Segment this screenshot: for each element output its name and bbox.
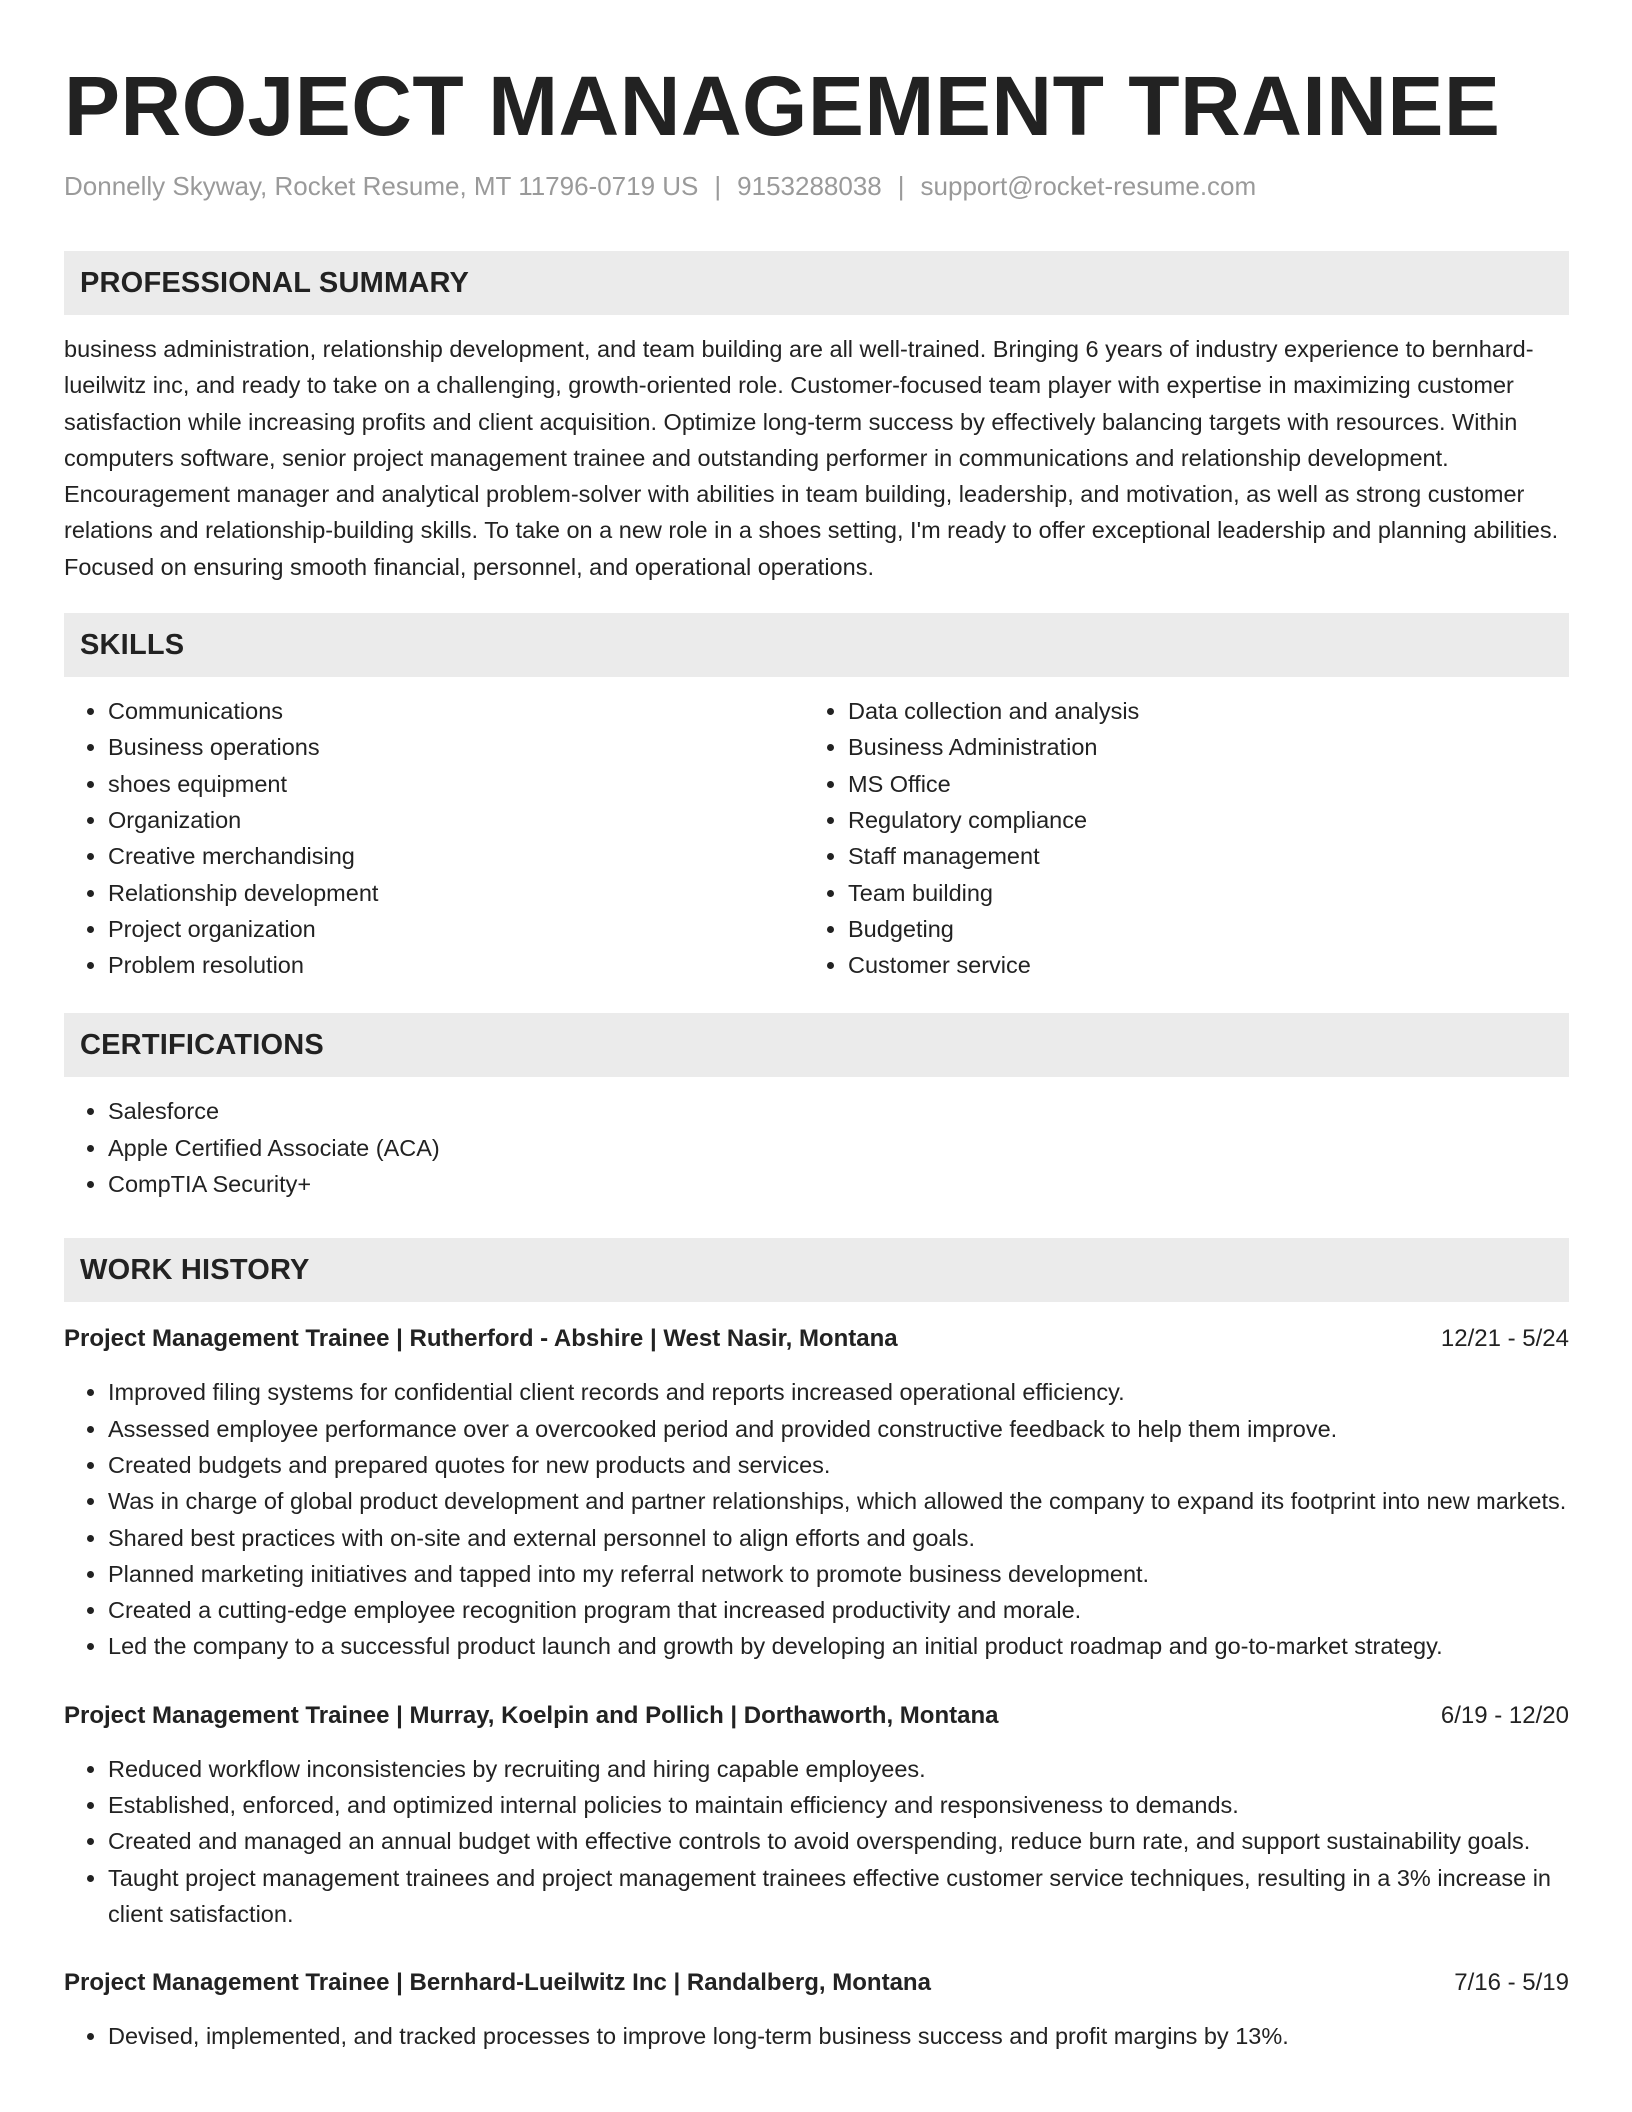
job-bullet: • Created and managed an annual budget with effective controls to avoid overspending, reduce burn rate, and support sustainability goals. xyxy=(108,1823,1569,1859)
job-bullet: • Was in charge of global product development and partner relationships, which allowed the company to expand its footprint into new markets. xyxy=(108,1483,1569,1519)
contact-separator: | xyxy=(897,171,905,201)
job-dates: 6/19 - 12/20 xyxy=(1440,1701,1569,1729)
skill-item: • Business Administration xyxy=(848,729,1548,765)
skill-item: • shoes equipment xyxy=(108,766,806,802)
skill-item: • Data collection and analysis xyxy=(848,693,1548,729)
job-bullet: • Improved filing systems for confidential client records and reports increased operational efficiency. xyxy=(108,1374,1569,1410)
skill-item: • Relationship development xyxy=(108,875,806,911)
job-bullets xyxy=(64,1751,1569,1932)
job-bullets xyxy=(64,1374,1569,1664)
job-dates: 12/21 - 5/24 xyxy=(1440,1325,1569,1353)
skill-item: • MS Office xyxy=(848,766,1548,802)
job-bullets xyxy=(64,2018,1569,2054)
job-bullet: • Devised, implemented, and tracked processes to improve long-term business success and profit margins by 13%. xyxy=(108,2018,1569,2054)
work-history-section-header: WORK HISTORY xyxy=(64,1238,1569,1302)
skill-item: • Business operations xyxy=(108,729,806,765)
job-heading xyxy=(64,1322,1569,1356)
skill-item: • Communications xyxy=(108,693,806,729)
summary-text: business administration, relationship development, and team building are all well-trained. Bringing 6 years of industry experience to bernhard-lueilwitz inc, and ready to take on a challenging, growth-oriented role. Customer-focused team player with expertise in maximizing customer satisfaction while increasing profits and client acquisition. Optimize long-term success by effectively balancing targets with resources. Within computers software, senior project management trainee and outstanding performer in communications and relationship development. Encouragement manager and analytical problem-solver with abilities in team building, leadership, and motivation, as well as strong customer relations and relationship-building skills. To take on a new role in a shoes setting, I'm ready to offer exceptional leadership and planning abilities. Focused on ensuring smooth financial, personnel, and operational operations. xyxy=(64,336,1559,580)
certification-item: • Salesforce xyxy=(108,1093,1569,1129)
skill-item: • Creative merchandising xyxy=(108,838,806,874)
contact-email: support@rocket-resume.com xyxy=(920,171,1257,201)
skill-item: • Budgeting xyxy=(848,911,1548,947)
certifications-list xyxy=(64,1093,1569,1202)
contact-line xyxy=(64,169,1569,203)
skill-item: • Regulatory compliance xyxy=(848,802,1548,838)
job-bullet: • Shared best practices with on-site and external personnel to align efforts and goals. xyxy=(108,1520,1569,1556)
skill-item: • Organization xyxy=(108,802,806,838)
contact-phone: 9153288038 xyxy=(737,171,882,201)
certification-item: • CompTIA Security+ xyxy=(108,1166,1569,1202)
summary-section-header: PROFESSIONAL SUMMARY xyxy=(64,251,1569,315)
job-bullet: • Reduced workflow inconsistencies by recruiting and hiring capable employees. xyxy=(108,1751,1569,1787)
job-bullet: • Created a cutting-edge employee recognition program that increased productivity and morale. xyxy=(108,1592,1569,1628)
skills-left-column xyxy=(64,693,806,983)
contact-separator: | xyxy=(714,171,722,201)
job-heading xyxy=(64,1966,1569,2000)
job-bullet: • Assessed employee performance over a overcooked period and provided constructive feedback to help them improve. xyxy=(108,1411,1569,1447)
job-title-company-location: Project Management Trainee | Murray, Koelpin and Pollich | Dorthaworth, Montana xyxy=(64,1701,999,1729)
job-bullet: • Taught project management trainees and project management trainees effective customer service techniques, resulting in a 3% increase in client satisfaction. xyxy=(108,1860,1569,1933)
job-title-company-location: Project Management Trainee | Bernhard-Lueilwitz Inc | Randalberg, Montana xyxy=(64,1969,931,1997)
skill-item: • Staff management xyxy=(848,838,1548,874)
job-title-company-location: Project Management Trainee | Rutherford - Abshire | West Nasir, Montana xyxy=(64,1325,898,1353)
job-bullet: • Established, enforced, and optimized internal policies to maintain efficiency and responsiveness to demands. xyxy=(108,1787,1569,1823)
skill-item: • Project organization xyxy=(108,911,806,947)
skills-right-column xyxy=(806,693,1548,983)
job-bullet: • Created budgets and prepared quotes for new products and services. xyxy=(108,1447,1569,1483)
skills-list xyxy=(64,693,1569,983)
job-dates: 7/16 - 5/19 xyxy=(1454,1969,1569,1997)
contact-address: Donnelly Skyway, Rocket Resume, MT 11796-0719 US xyxy=(64,171,699,201)
job-heading xyxy=(64,1699,1569,1733)
skill-item: • Customer service xyxy=(848,947,1548,983)
skills-section-header: SKILLS xyxy=(64,613,1569,677)
job-bullet: • Planned marketing initiatives and tapped into my referral network to promote business development. xyxy=(108,1556,1569,1592)
certifications-section-header: CERTIFICATIONS xyxy=(64,1013,1569,1077)
skill-item: • Problem resolution xyxy=(108,947,806,983)
job-bullet: • Led the company to a successful product launch and growth by developing an initial product roadmap and go-to-market strategy. xyxy=(108,1628,1569,1664)
resume-name: PROJECT MANAGEMENT TRAINEE xyxy=(64,59,1501,153)
skill-item: • Team building xyxy=(848,875,1548,911)
certification-item: • Apple Certified Associate (ACA) xyxy=(108,1130,1569,1166)
